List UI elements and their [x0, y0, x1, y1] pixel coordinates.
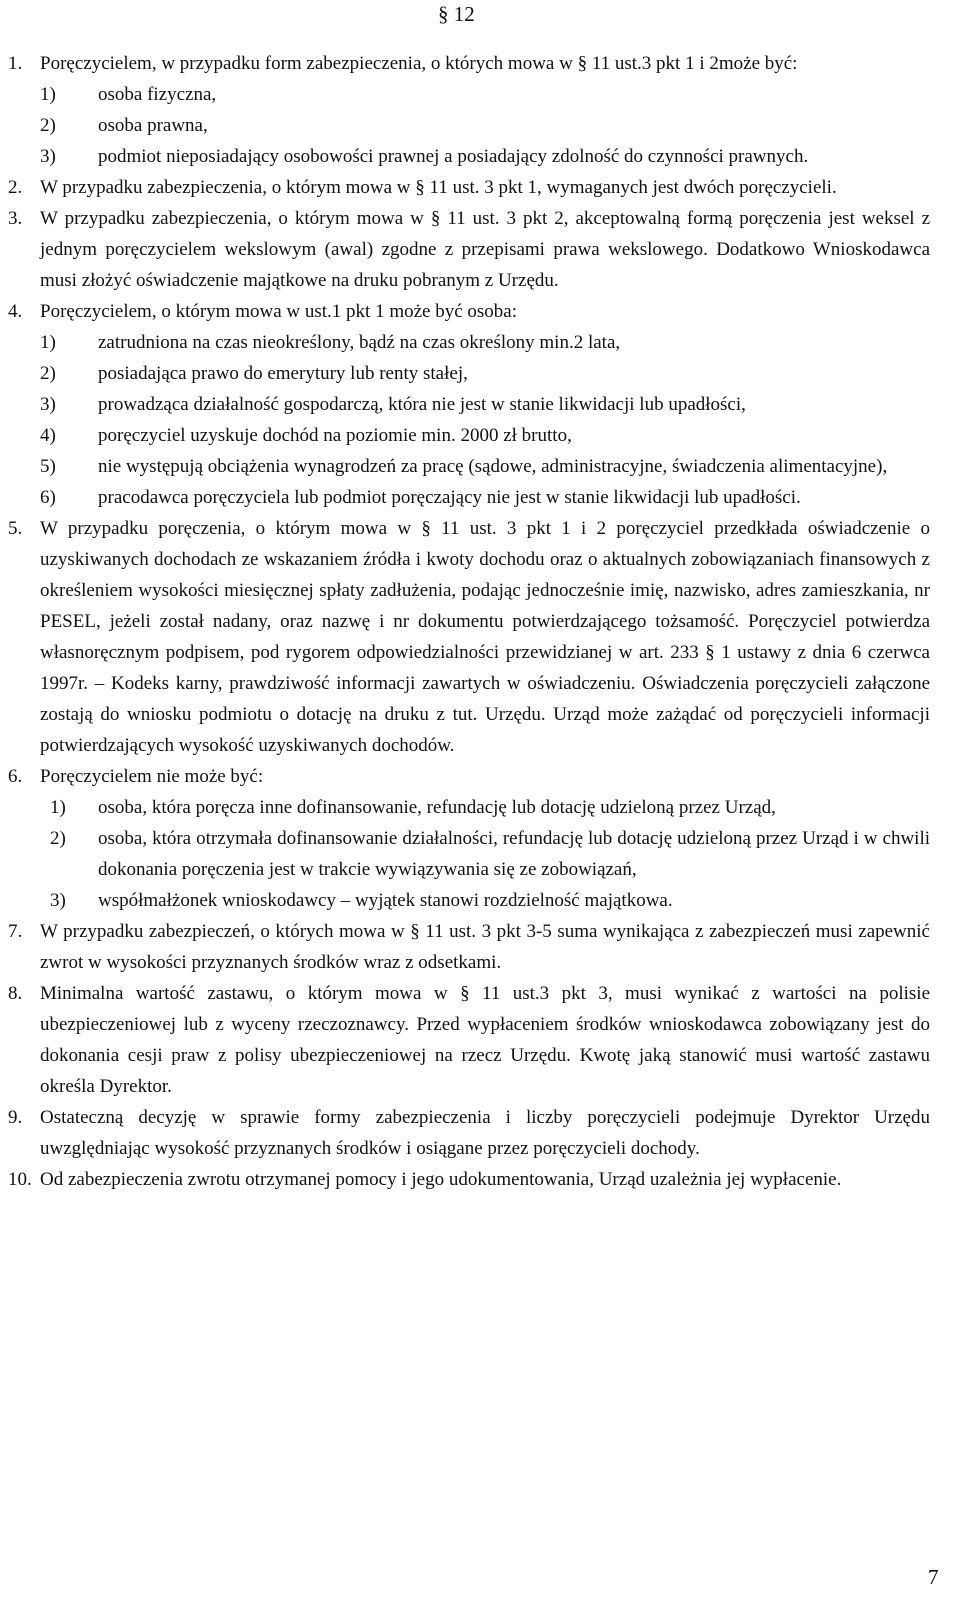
item-text: Minimalna wartość zastawu, o którym mowa w § 11 ust.3 pkt 3, musi wynikać z wartości na polisie ubezpieczeniowej lub z wyceny rzeczoznawcy. Przed wypłaceniem środków wnioskodawca zobowiązany jest do dokonania cesji praw z polisy ubezpieczeniowej na rzecz Urzędu. Kwotę jaką stanowić musi wartość zastawu określa Dyrektor.	[40, 983, 930, 1097]
subitem-number: 5)	[40, 456, 56, 477]
subitem-text: prowadząca działalność gospodarczą, która nie jest w stanie likwidacji lub upadłości,	[98, 394, 746, 415]
subitem-text: nie występują obciążenia wynagrodzeń za pracę (sądowe, administracyjne, świadczenia alimentacyjne),	[98, 456, 888, 477]
item-number: 3.	[8, 208, 23, 229]
sub-list-item	[40, 141, 930, 172]
item-number: 7.	[8, 921, 23, 942]
item-text: Od zabezpieczenia zwrotu otrzymanej pomocy i jego udokumentowania, Urząd uzależnia jej wypłacenie.	[40, 1169, 842, 1190]
subitem-number: 3)	[50, 890, 66, 911]
subitem-number: 1)	[40, 332, 56, 353]
subitem-number: 2)	[40, 115, 56, 136]
item-number: 8.	[8, 983, 23, 1004]
list-item	[0, 916, 930, 978]
section-heading: § 12	[438, 2, 475, 26]
item-number: 5.	[8, 518, 23, 539]
item-number: 6.	[8, 766, 23, 787]
subitem-number: 6)	[40, 487, 56, 508]
subitem-text: osoba, która otrzymała dofinansowanie działalności, refundację lub dotację udzieloną przez Urząd i w chwili dokonania poręczenia jest w trakcie wywiązywania się ze zobowiązań,	[98, 828, 930, 880]
item-number: 4.	[8, 301, 23, 322]
list-item	[0, 761, 930, 916]
item-text: W przypadku zabezpieczeń, o których mowa w § 11 ust. 3 pkt 3-5 suma wynikająca z zabezpieczeń musi zapewnić zwrot w wysokości przyznanych środków wraz z odsetkami.	[40, 921, 930, 973]
sub-list-item	[40, 389, 930, 420]
item-text: Poręczycielem nie może być:	[40, 766, 264, 787]
sub-list-item	[40, 420, 930, 451]
list-item	[0, 513, 930, 761]
sub-list-item	[40, 79, 930, 110]
item-text: W przypadku zabezpieczenia, o którym mowa w § 11 ust. 3 pkt 1, wymaganych jest dwóch poręczycieli.	[40, 177, 837, 198]
sub-list-item	[40, 327, 930, 358]
subitem-number: 3)	[40, 394, 56, 415]
item-text: W przypadku zabezpieczenia, o którym mowa w § 11 ust. 3 pkt 2, akceptowalną formą poręczenia jest weksel z jednym poręczycielem wekslowym (awal) zgodne z przepisami prawa wekslowego. Dodatkowo Wnioskodawca musi złożyć oświadczenie majątkowe na druku pobranym z Urzędu.	[40, 208, 930, 291]
subitem-number: 2)	[50, 828, 66, 849]
sub-list-item	[40, 451, 930, 482]
list-item	[0, 172, 930, 203]
subitem-text: pracodawca poręczyciela lub podmiot poręczający nie jest w stanie likwidacji lub upadłości.	[98, 487, 801, 508]
list-item	[0, 1102, 930, 1164]
subitem-text: osoba fizyczna,	[98, 84, 217, 105]
item-number: 1.	[8, 53, 23, 74]
subitem-text: współmałżonek wnioskodawcy – wyjątek stanowi rozdzielność majątkowa.	[98, 890, 673, 911]
subitem-text: podmiot nieposiadający osobowości prawnej a posiadający zdolność do czynności prawnych.	[98, 146, 809, 167]
sub-list-item	[40, 885, 930, 916]
item-text: Ostateczną decyzję w sprawie formy zabezpieczenia i liczby poręczycieli podejmuje Dyrektor Urzędu uwzględniając wysokość przyznanych środków i osiągane przez poręczycieli dochody.	[40, 1107, 930, 1159]
subitem-number: 1)	[50, 797, 66, 818]
page-number: 7	[928, 1565, 939, 1589]
sub-list-item	[40, 358, 930, 389]
sub-list-item	[40, 792, 930, 823]
subitem-number: 1)	[40, 84, 56, 105]
item-number: 2.	[8, 177, 23, 198]
sub-list-item	[40, 110, 930, 141]
sub-list-item	[40, 482, 930, 513]
list-item	[0, 978, 930, 1102]
item-text: Poręczycielem, o którym mowa w ust.1 pkt 1 może być osoba:	[40, 301, 518, 322]
subitem-text: posiadająca prawo do emerytury lub renty stałej,	[98, 363, 468, 384]
list-item	[0, 1164, 930, 1195]
subitem-number: 4)	[40, 425, 56, 446]
list-item	[0, 48, 930, 172]
subitem-number: 2)	[40, 363, 56, 384]
subitem-text: zatrudniona na czas nieokreślony, bądź na czas określony min.2 lata,	[98, 332, 621, 353]
subitem-text: osoba prawna,	[98, 115, 208, 136]
subitem-number: 3)	[40, 146, 56, 167]
subitem-text: osoba, która poręcza inne dofinansowanie, refundację lub dotację udzieloną przez Urząd,	[98, 797, 776, 818]
list-item	[0, 203, 930, 296]
item-number: 9.	[8, 1107, 23, 1128]
subitem-text: poręczyciel uzyskuje dochód na poziomie min. 2000 zł brutto,	[98, 425, 572, 446]
item-number: 10.	[8, 1169, 32, 1190]
item-text: Poręczycielem, w przypadku form zabezpieczenia, o których mowa w § 11 ust.3 pkt 1 i 2może być:	[40, 53, 798, 74]
list-item	[0, 296, 930, 513]
item-text: W przypadku poręczenia, o którym mowa w § 11 ust. 3 pkt 1 i 2 poręczyciel przedkłada oświadczenie o uzyskiwanych dochodach ze wskazaniem źródła i kwoty dochodu oraz o aktualnych zobowiązaniach finansowych z określeniem wysokości miesięcznej spłaty zadłużenia, podając jednocześnie imię, nazwisko, adres zamieszkania, nr PESEL, jeżeli został nadany, oraz nazwę i nr dokumentu potwierdzającego tożsamość. Poręczyciel potwierdza własnoręcznym podpisem, pod rygorem odpowiedzialności przewidzianej w art. 233 § 1 ustawy z dnia 6 czerwca 1997r. – Kodeks karny, prawdziwość informacji zawartych w oświadczeniu. Oświadczenia poręczycieli załączone zostają do wniosku podmiotu o dotację na druku z tut. Urzędu. Urząd może zażądać od poręczycieli informacji potwierdzających wysokość uzyskiwanych dochodów.	[40, 518, 930, 756]
document-body	[0, 48, 960, 1195]
sub-list-item	[40, 823, 930, 885]
